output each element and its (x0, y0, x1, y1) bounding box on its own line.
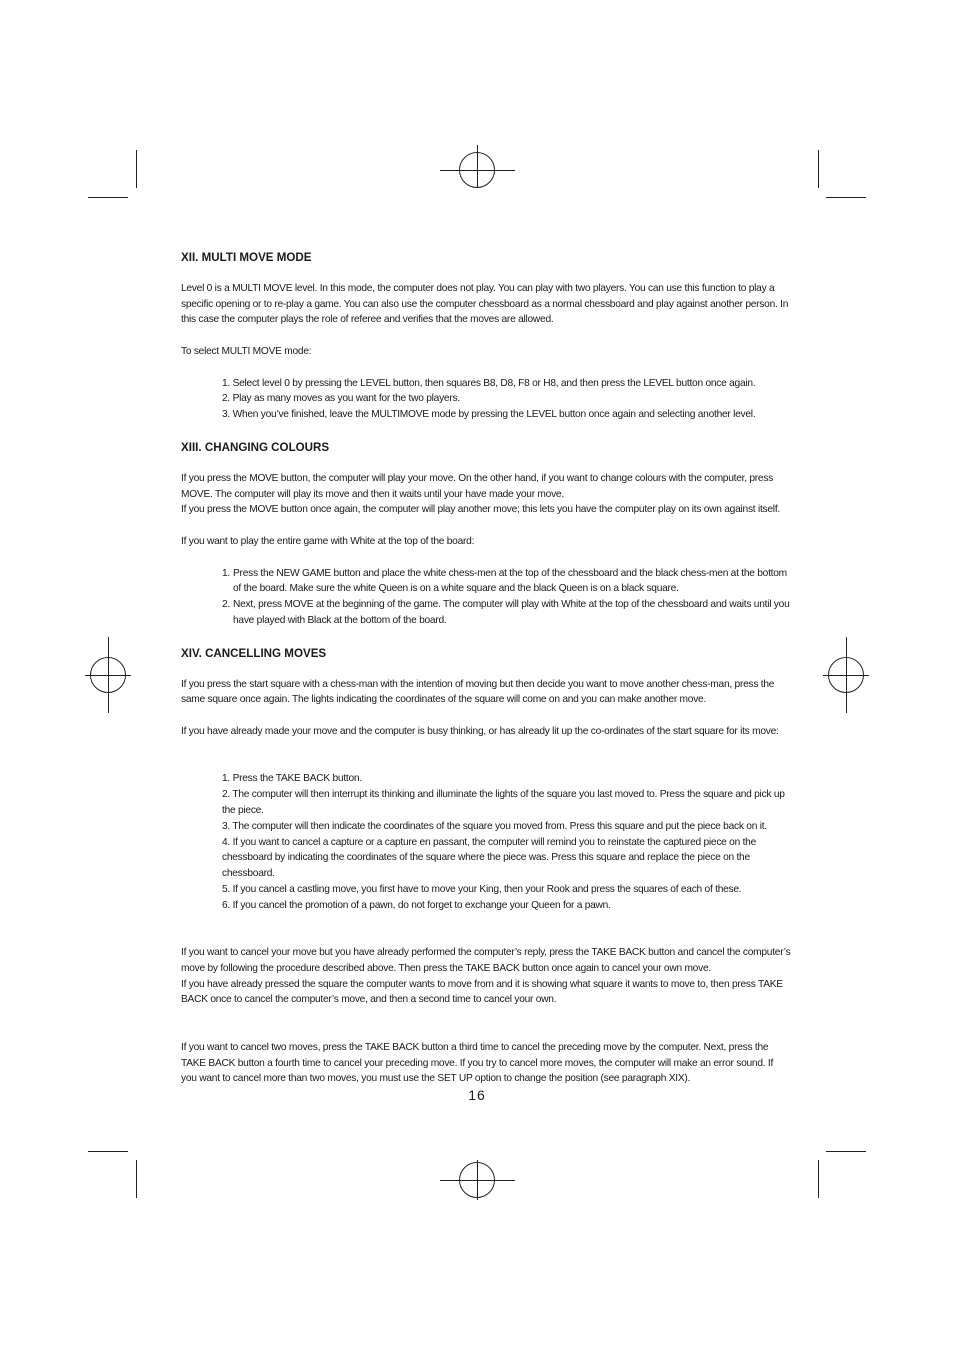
section-changing-colours (181, 440, 791, 629)
list-item: 2. Play as many moves as you want for the two players. (222, 393, 460, 405)
list-item: 1. Select level 0 by pressing the LEVEL button, then squares B8, D8, F8 or H8, and then press the LEVEL button once again. (222, 377, 756, 389)
paragraph: To select MULTI MOVE mode: (181, 345, 312, 357)
paragraph: If you want to cancel two moves, press the TAKE BACK button a third time to cancel the preceding move by the computer. Next, press the TAKE BACK button a fourth time to cancel your preceding move. If you try to cancel more moves, the computer will make an error sound. If you want to cancel more than two moves, you must use the SET UP option to change the position (see paragraph XIX). (181, 1041, 774, 1085)
list-item: 3. The computer will then indicate the coordinates of the square you moved from. Press this square and put the piece back on it. (222, 820, 767, 832)
crop-mark (826, 197, 866, 198)
paragraph: If you press the MOVE button once again, the computer will play another move; this lets you have the computer play on its own against itself. (181, 504, 780, 516)
section-multi-move-mode (181, 250, 791, 423)
list-number: 2. (222, 599, 230, 611)
paragraph: If you have already made your move and the computer is busy thinking, or has already lit up the co-ordinates of the start square for its move: (181, 725, 779, 737)
crop-mark (88, 197, 128, 198)
list-item: 5. If you cancel a castling move, you first have to move your King, then your Rook and press the squares of each of these. (222, 883, 742, 895)
steps-list (181, 376, 791, 423)
section-heading: XIII. CHANGING COLOURS (181, 440, 330, 454)
list-text: Next, press MOVE at the beginning of the game. The computer will play with White at the top of the chessboard and waits until you have played with Black at the bottom of the board. (233, 599, 790, 626)
page-number: 16 (468, 1087, 486, 1103)
steps-list (181, 771, 791, 913)
list-item: 2. The computer will then interrupt its thinking and illuminate the lights of the square you last moved to. Press the square and pick up the piece. (222, 789, 785, 816)
section-heading: XII. MULTI MOVE MODE (181, 251, 312, 264)
paragraph: If you want to play the entire game with White at the top of the board: (181, 535, 475, 547)
page-content (181, 250, 791, 1087)
paragraph: If you have already pressed the square the computer wants to move from and it is showing what square it wants to move to, then press TAKE BACK once to cancel the computer’s move, and then a second time to cancel your own. (181, 978, 783, 1006)
steps-list (181, 566, 791, 629)
list-item (222, 597, 791, 629)
section-heading: XIV. CANCELLING MOVES (181, 646, 327, 660)
section-cancelling-moves (181, 646, 791, 1088)
list-number: 1. (222, 567, 230, 579)
crop-mark (88, 1151, 128, 1152)
list-item: 1. Press the TAKE BACK button. (222, 773, 362, 785)
list-item: 3. When you’ve finished, leave the MULTIMOVE mode by pressing the LEVEL button once again and selecting another level. (222, 409, 756, 421)
list-item: 6. If you cancel the promotion of a pawn, do not forget to exchange your Queen for a pawn. (222, 899, 611, 911)
list-text: Press the NEW GAME button and place the white chess-men at the top of the chessboard and the black chess-men at the bottom of the board. Make sure the white Queen is on a white square and the black Queen is on a black square. (233, 567, 787, 595)
crop-mark (136, 150, 137, 188)
paragraph: If you press the MOVE button, the computer will play your move. On the other hand, if you want to change colours with the computer, press MOVE. The computer will play its move and then it waits until your have made your move. (181, 472, 774, 500)
crop-mark (818, 150, 819, 188)
crop-mark (136, 1160, 137, 1198)
list-item: 4. If you want to cancel a capture or a capture en passant, the computer will remind you to reinstate the captured piece on the chessboard by indicating the coordinates of the square where the piece was. Press this square and replace the piece on the chessboard. (222, 836, 756, 880)
crop-mark (826, 1151, 866, 1152)
crop-mark (818, 1160, 819, 1198)
list-item (222, 566, 791, 598)
paragraph: Level 0 is a MULTI MOVE level. In this mode, the computer does not play. You can play with two players. You can use this function to play a specific opening or to re-play a game. You can also use the computer chessboard as a normal chessboard and play against another person. In this case the computer plays the role of referee and verifies that the moves are allowed. (181, 282, 789, 326)
paragraph: If you want to cancel your move but you have already performed the computer’s reply, press the TAKE BACK button and cancel the computer’s move by following the procedure described above. Then press the TAKE BACK button once again to cancel your own move. (181, 947, 791, 974)
paragraph: If you press the start square with a chess-man with the intention of moving but then decide you want to move another chess-man, press the same square once again. The lights indicating the coordinates of the square will come on and you can make another move. (181, 678, 775, 706)
